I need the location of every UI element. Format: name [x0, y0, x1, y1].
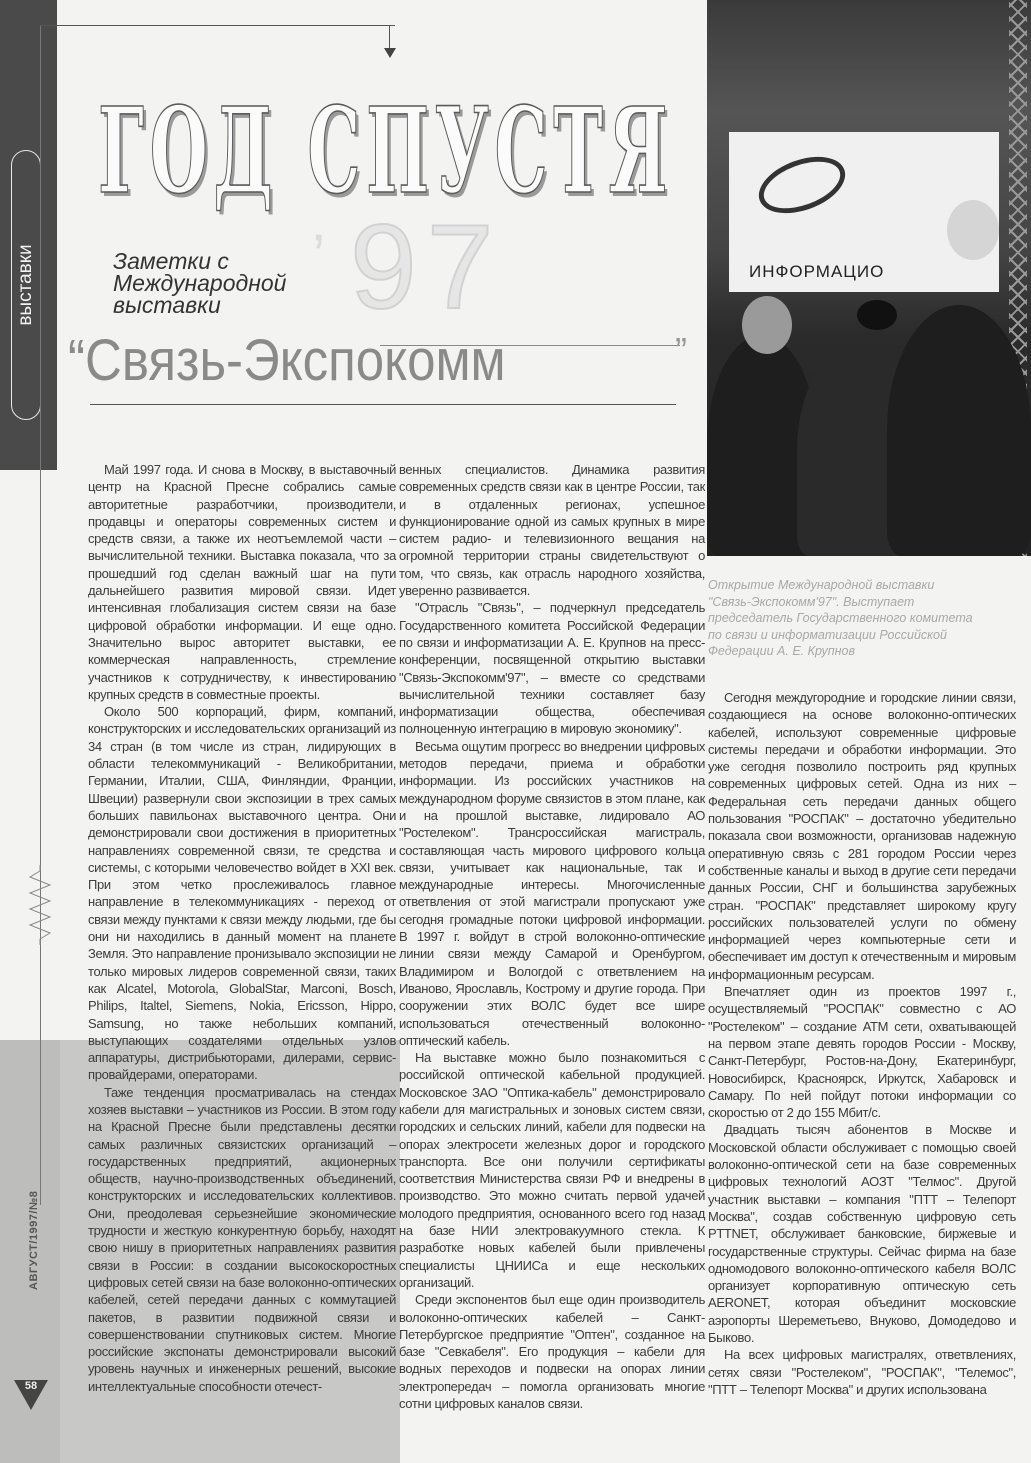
- article-column-2: [399, 461, 705, 1412]
- subtitle: [113, 250, 286, 316]
- section-label: выставки: [15, 244, 36, 326]
- top-rule: [40, 25, 395, 26]
- exhibition-name-text: Связь-Экспокомм: [85, 328, 506, 393]
- paragraph: На выставке можно было познакомиться с российской оптической кабельной продукцией. Московское ЗАО "Оптика-кабель" демонстрировало кабели для магистральных и зоновых систем связи, городских и сельских линий, кабели для подвески на опорах электросети железных дорог и городского транспорта. Все они получили сертификаты соответствия Министерства связи РФ и внедрены в производство. Это можно считать первой удачей молодого предприятия, основанного всего год назад на базе НИИ электровакуумного стекла. К разработке новых кабелей были привлечены специалисты ЦНИИСа и еще нескольких организаций.: [399, 1050, 705, 1290]
- paragraph: Май 1997 года. И снова в Москву, в выставочный центр на Красной Пресне собрались самые авторитетные разработчики, производители, продавцы и операторы современных систем и средств связи, а также их неотъемлемой части – вычислительной техники. Выставка показала, что за прошедший год сделан важный шаг на пути дальнейшего развития мировой связи. Идет интенсивная глобализация систем связи на базе цифровой обработки информации. И еще одно. Значительно вырос авторитет выставки, ее коммерческая направленность, стремление участников к сотрудничеству, к инвестированию крупных средств в совместные проекты.: [88, 462, 396, 702]
- paragraph: Впечатляет один из проектов 1997 г., осуществляемый "РОСПАК" совместно с АО "Ростелеком" – создание АТМ сети, охватывающей на первом этапе девять городов России - Москву, Санкт-Петербург, Ростов-на-Дону, Екатеринбург, Новосибирск, Красноярск, Иркутск, Хабаровск и Самару. По ней пойдут потоки информации со скоростью от 2 до 155 Мбит/с.: [708, 984, 1016, 1121]
- photo-person-head: [742, 296, 792, 354]
- section-label-pill: [11, 150, 41, 420]
- paragraph: Около 500 корпораций, фирм, компаний, конструкторских и исследовательских организаций из 34 стран (в том числе из стран, лидирующих в области телекоммуникаций - Великобритании, Германии, Италии, США, Финляндии, Франции, Швеции) развернули свои экспозиции в трех самых больших павильонах выставочного центра. Они демонстрировали свои достижения в приоритетных направлениях современной связи, те средства и системы, с которыми человечество войдет в XXI век. При этом четко прослеживалось главное направление в телекоммуникациях - переход от связи между пунктами к связи между людьми, где бы они ни находились в данный момент на планете Земля. Это направление пронизывало экспозиции не только мировых лидеров современной связи, таких как Alcatel, Motorola, GlobalStar, Marconi, Bosch, Philips, Italtel, Siemens, Nokia, Ericsson, Hippo, Samsung, но также небольших компаний, выступающих создателями отдельных узлов аппаратуры, дистрибьюторами, дилерами, сервис-провайдерами, операторами.: [88, 704, 396, 1083]
- close-quote: ”: [675, 330, 687, 371]
- title-rule-bottom: [90, 404, 676, 405]
- page-number: 58: [24, 1380, 38, 1392]
- microphone: [857, 300, 897, 330]
- year-graphic: 97: [350, 200, 504, 334]
- photo-speaker-head: [947, 200, 999, 260]
- arrow-down-icon: [384, 48, 396, 58]
- margin-rule: [40, 25, 41, 1205]
- paragraph: Весьма ощутим прогресс во внедрении цифровых методов передачи, приема и обработки информации. Из российских участников на международном форуме связистов в этом плане, как и на прошлой выставке, лидировало АО "Ростелеком". Трансроссийская магистраль, составляющая часть мирового цифрового кольца связи, учитывает как национальные, так и международные интересы. Многочисленные ответвления от этой магистрали пропускают уже сегодня громадные потоки цифровой информации. В 1997 г. войдут в строй волоконно-оптические линии связи между Самарой и Оренбургом, Владимиром и Вологдой с ответвлением на Иваново, Ярославль, Кострому и другие города. При сооружении этих ВОЛС будет все шире использоваться отечественный волоконно-оптический кабель.: [399, 738, 705, 1048]
- subtitle-line: выставки: [113, 292, 221, 318]
- paragraph: венных специалистов. Динамика развития современных средств связи как в центре России, так и в отдаленных регионах, успешное функционирование одной из самых крупных в мире систем радио- и телевизионного вещания на огромной территории страны свидетельствуют о том, что связь, как отрасль народного хозяйства, уверенно развивается.: [399, 462, 705, 599]
- open-quote: “: [68, 328, 86, 393]
- photo-speaker: [887, 305, 1031, 556]
- section-tab: [0, 0, 57, 470]
- photo: [707, 0, 1031, 556]
- banner-text: ИНФОРМАЦИО: [749, 262, 885, 281]
- subtitle-line: Международной: [113, 270, 287, 296]
- exhibition-name: [68, 328, 506, 393]
- subtitle-line: Заметки с: [113, 248, 229, 274]
- article-column-1: [88, 461, 396, 1395]
- article-column-3: [708, 689, 1016, 1398]
- issue-label: АВГУСТ/1997/№8: [28, 1190, 40, 1290]
- paragraph: Двадцать тысяч абонентов в Москве и Московской области обслуживает с помощью своей волоконно-оптической сети на базе современных цифровых технологий АОЗТ "Телмос". Другой участник выставки – компания "ПТТ – Телепорт Москва", создав собственную цифровую сеть PTTNET, обслуживает банковские, биржевые и государственные структуры. Сейчас фирма на базе одномодового волоконно-оптического кабеля ВОЛС организует корпоративную оптическую сеть AERONET, которая объединит московские аэропорты Шереметьево, Внуково, Домодедово и Быково.: [708, 1122, 1016, 1345]
- headline: ГОД СПУСТЯ: [98, 81, 674, 220]
- year-apostrophe: ’: [312, 222, 326, 289]
- zigzag-icon: [28, 865, 52, 945]
- paragraph: На всех цифровых магистралях, ответвлениях, сетях связи "Ростелеком", "РОСПАК", "Телемос", "ПТТ – Телепорт Москва" и других использована: [708, 1347, 1016, 1397]
- photo-caption: Открытие Международной выставки "Связь-Экспокомм'97". Выступает председатель Государственного комитета по связи и информатизации Российской Федерации А. Е. Крупнов: [708, 578, 973, 658]
- paragraph: Среди экспонентов был еще один производитель волоконно-оптических кабелей – Санкт-Петербургское предприятие "Оптен", созданное на базе "Севкабеля". Его продукция – кабели для водных переходов и подвески на опорах линии электропередач – помогла организовать многие сотни цифровых каналов связи.: [399, 1292, 705, 1412]
- paragraph: Сегодня междугородние и городские линии связи, создающиеся на основе волоконно-оптических кабелей, используют современные цифровые системы передачи и обработки информации. Это уже сегодня позволило построить ряд крупных современных цифровых сетей. Одна из них – Федеральная сеть передачи данных общего пользования "РОСПАК" – достаточно убедительно показала свои возможности, организовав надежную оперативную связь с 281 городом России через собственные каналы и выход в другие сети передачи данных России, СНГ и большинства зарубежных стран. "РОСПАК" представляет широкому кругу российских пользователей услуги по обмену информацией через компьютерные сети и обеспечивает им доступ к отечественным и мировым информационным ресурсам.: [708, 690, 1016, 982]
- paragraph: "Отрасль "Связь", – подчеркнул председатель Государственного комитета Российской Федерации по связи и информатизации А. Е. Крупнов на пресс-конференции, посвященной открытию выставки "Связь-Экспокомм'97", – вместе со средствами вычислительной техники составляет базу информатизации общества, обеспечивая полноценную интеграцию в мировую экономику".: [399, 600, 705, 737]
- paragraph: Таже тенденция просматривалась на стендах хозяев выставки – участников из России. В этом году на Красной Пресне были представлены десятки самых различных связистских организаций – государственных предприятий, акционерных обществ, научно-производственных объединений, конструкторских и исследовательских коллективов. Они, преодолевая серьезнейшие экономические трудности и жесткую конкурентную борьбу, находят свою нишу в приоритетных направлениях развития связи в России: в создании высокоскоростных цифровых сетей связи на базе волоконно-оптических кабелей, сетей передачи данных с коммутацией пакетов, в развитии подвижной связи и совершенствовании спутниковых систем. Многие российские экспонаты демонстрировали высокий уровень научных и инженерных решений, высокие интеллектуальные способности отечест-: [88, 1084, 396, 1394]
